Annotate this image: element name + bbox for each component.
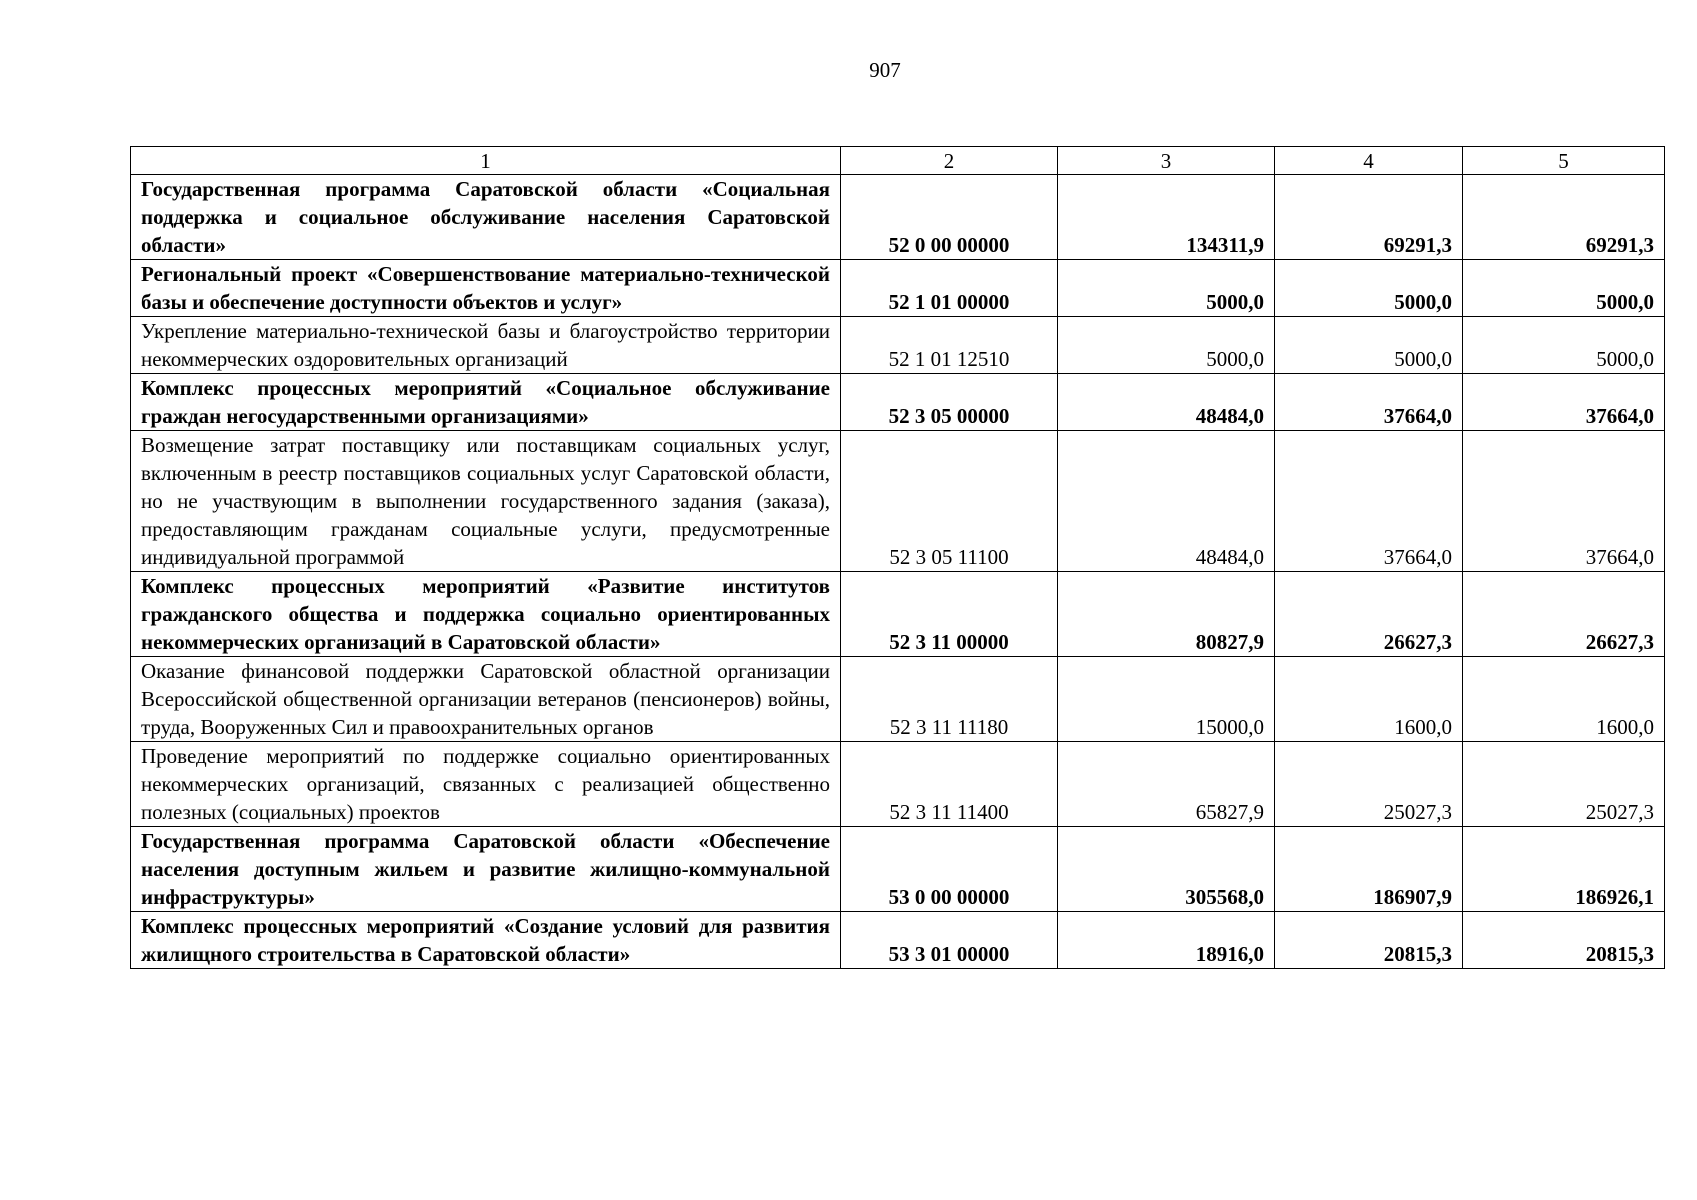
row-value-col4: 5000,0: [1275, 260, 1463, 317]
row-value-col4: 5000,0: [1275, 317, 1463, 374]
row-name: Комплекс процессных мероприятий «Создание условий для развития жилищного строительства в Саратовской области»: [131, 912, 841, 969]
row-name: Комплекс процессных мероприятий «Развитие институтов гражданского общества и поддержка социально ориентированных некоммерческих организаций в Саратовской области»: [131, 572, 841, 657]
row-value-col5: 37664,0: [1463, 431, 1665, 572]
table-row: [131, 912, 1665, 969]
table-row: [131, 175, 1665, 260]
row-value-col4: 25027,3: [1275, 742, 1463, 827]
table-row: [131, 317, 1665, 374]
row-code: 52 1 01 00000: [841, 260, 1058, 317]
table-row: [131, 260, 1665, 317]
row-value-col3: 65827,9: [1058, 742, 1275, 827]
row-name: Возмещение затрат поставщику или поставщикам социальных услуг, включенным в реестр поставщиков социальных услуг Саратовской области, но не участвующим в выполнении государственного задания (заказа), предоставляющим гражданам социальные услуги, предусмотренные индивидуальной программой: [131, 431, 841, 572]
table-row: [131, 742, 1665, 827]
row-value-col5: 5000,0: [1463, 260, 1665, 317]
row-value-col3: 305568,0: [1058, 827, 1275, 912]
row-value-col5: 1600,0: [1463, 657, 1665, 742]
row-value-col4: 20815,3: [1275, 912, 1463, 969]
row-name: Укрепление материально-технической базы и благоустройство территории некоммерческих оздоровительных организаций: [131, 317, 841, 374]
column-header-2: 2: [841, 147, 1058, 175]
row-value-col3: 5000,0: [1058, 260, 1275, 317]
row-name: Региональный проект «Совершенствование материально-технической базы и обеспечение доступности объектов и услуг»: [131, 260, 841, 317]
row-value-col5: 69291,3: [1463, 175, 1665, 260]
column-header-4: 4: [1275, 147, 1463, 175]
row-code: 52 1 01 12510: [841, 317, 1058, 374]
table-row: [131, 572, 1665, 657]
row-code: 52 3 11 00000: [841, 572, 1058, 657]
row-name: Государственная программа Саратовской области «Обеспечение населения доступным жильем и развитие жилищно-коммунальной инфраструктуры»: [131, 827, 841, 912]
row-value-col3: 5000,0: [1058, 317, 1275, 374]
row-value-col5: 20815,3: [1463, 912, 1665, 969]
row-name: Оказание финансовой поддержки Саратовской областной организации Всероссийской общественной организации ветеранов (пенсионеров) войны, труда, Вооруженных Сил и правоохранительных органов: [131, 657, 841, 742]
row-value-col5: 25027,3: [1463, 742, 1665, 827]
row-value-col3: 134311,9: [1058, 175, 1275, 260]
row-value-col4: 37664,0: [1275, 374, 1463, 431]
row-value-col4: 37664,0: [1275, 431, 1463, 572]
row-value-col4: 69291,3: [1275, 175, 1463, 260]
row-code: 52 3 11 11400: [841, 742, 1058, 827]
table-row: [131, 827, 1665, 912]
column-header-1: 1: [131, 147, 841, 175]
page-number: 907: [869, 58, 901, 82]
row-name: Государственная программа Саратовской области «Социальная поддержка и социальное обслуживание населения Саратовской области»: [131, 175, 841, 260]
row-value-col5: 5000,0: [1463, 317, 1665, 374]
row-value-col5: 37664,0: [1463, 374, 1665, 431]
row-code: 52 0 00 00000: [841, 175, 1058, 260]
row-value-col3: 48484,0: [1058, 431, 1275, 572]
row-code: 53 0 00 00000: [841, 827, 1058, 912]
table-row: [131, 657, 1665, 742]
table-row: [131, 374, 1665, 431]
row-name: Комплекс процессных мероприятий «Социальное обслуживание граждан негосударственными организациями»: [131, 374, 841, 431]
row-value-col5: 186926,1: [1463, 827, 1665, 912]
row-value-col3: 18916,0: [1058, 912, 1275, 969]
column-header-5: 5: [1463, 147, 1665, 175]
row-value-col3: 48484,0: [1058, 374, 1275, 431]
table-header-row: [131, 147, 1665, 175]
row-value-col5: 26627,3: [1463, 572, 1665, 657]
row-value-col3: 80827,9: [1058, 572, 1275, 657]
row-value-col4: 1600,0: [1275, 657, 1463, 742]
row-name: Проведение мероприятий по поддержке социально ориентированных некоммерческих организаций, связанных с реализацией общественно полезных (социальных) проектов: [131, 742, 841, 827]
row-value-col4: 186907,9: [1275, 827, 1463, 912]
row-value-col3: 15000,0: [1058, 657, 1275, 742]
column-header-3: 3: [1058, 147, 1275, 175]
row-code: 52 3 05 00000: [841, 374, 1058, 431]
row-code: 52 3 11 11180: [841, 657, 1058, 742]
row-code: 53 3 01 00000: [841, 912, 1058, 969]
row-code: 52 3 05 11100: [841, 431, 1058, 572]
row-value-col4: 26627,3: [1275, 572, 1463, 657]
table-row: [131, 431, 1665, 572]
budget-table: [130, 146, 1665, 969]
